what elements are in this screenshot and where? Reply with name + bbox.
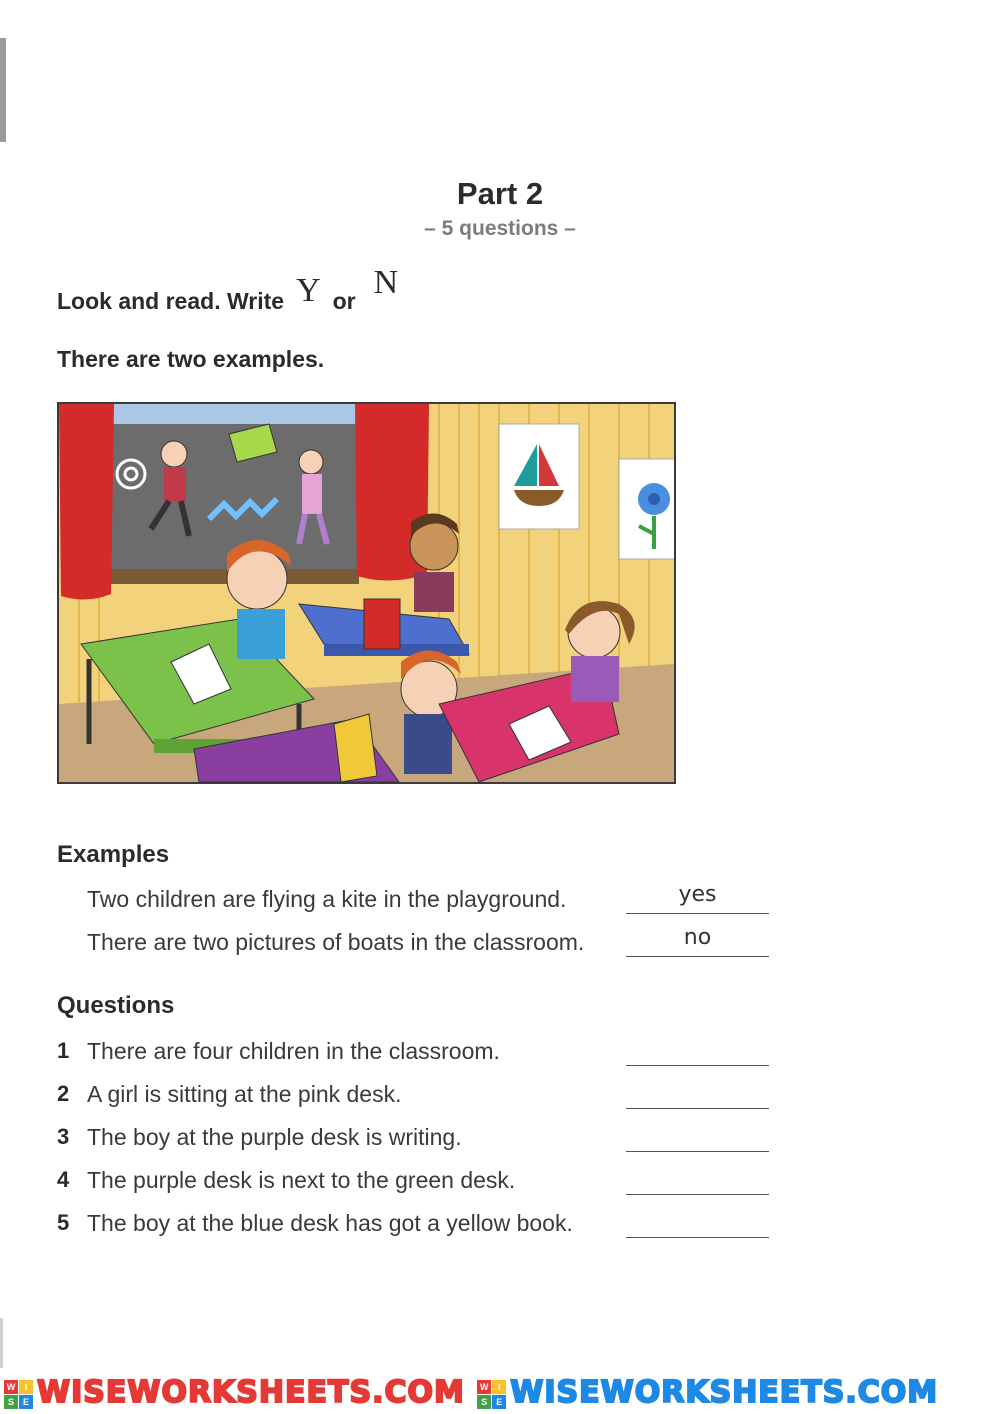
watermark-text: WISEWORKSHEETS.COM: [510, 1375, 939, 1410]
logo-letter: W: [4, 1380, 18, 1394]
answer-blank[interactable]: [626, 1120, 769, 1152]
yellow-book: [334, 714, 377, 782]
letter-yes: Y: [296, 272, 321, 309]
question-number: 1: [57, 1038, 70, 1063]
page-title: Part 2: [456, 176, 544, 211]
example-row: [57, 882, 777, 922]
page-edge-marker: [0, 38, 6, 142]
question-row: [57, 1120, 777, 1160]
letter-no: N: [373, 264, 399, 301]
answer-blank[interactable]: [626, 1034, 769, 1066]
instruction-connector: or: [332, 288, 356, 314]
answer-blank[interactable]: [626, 1206, 769, 1238]
logo-letter: S: [477, 1395, 491, 1409]
example-answer: no: [626, 925, 769, 957]
question-row: [57, 1077, 777, 1117]
logo-letter: W: [477, 1380, 491, 1394]
watermark-footer: [4, 1374, 1000, 1414]
example-text: Two children are flying a kite in the playground.: [87, 886, 567, 912]
page-subtitle: – 5 questions –: [424, 217, 576, 240]
classroom-illustration: [57, 402, 676, 784]
watermark: [4, 1374, 465, 1412]
question-number: 3: [57, 1124, 70, 1149]
answer-blank[interactable]: [626, 1163, 769, 1195]
red-book: [364, 599, 400, 649]
watermark-logo: [4, 1380, 33, 1409]
question-number: 2: [57, 1081, 70, 1106]
curtain-left: [59, 404, 114, 600]
question-number: 5: [57, 1210, 70, 1235]
logo-letter: E: [19, 1395, 33, 1409]
watermark: [477, 1374, 938, 1412]
logo-letter: S: [4, 1395, 18, 1409]
page-edge-marker-bottom: [0, 1318, 3, 1368]
question-text: A girl is sitting at the pink desk.: [87, 1081, 402, 1107]
watermark-logo: [477, 1380, 506, 1409]
example-row: [57, 925, 777, 965]
questions-heading: Questions: [57, 992, 175, 1019]
instruction-line: [57, 264, 410, 318]
question-row: [57, 1034, 777, 1074]
question-row: [57, 1163, 777, 1203]
instruction-prefix: Look and read. Write: [57, 288, 285, 314]
question-text: There are four children in the classroom.: [87, 1038, 500, 1064]
logo-letter: I: [492, 1380, 506, 1394]
example-text: There are two pictures of boats in the classroom.: [87, 929, 585, 955]
instruction-examples-note: There are two examples.: [57, 346, 325, 372]
watermark-text: WISEWORKSHEETS.COM: [37, 1375, 465, 1410]
question-text: The purple desk is next to the green desk.: [87, 1167, 516, 1193]
question-text: The boy at the purple desk is writing.: [87, 1124, 462, 1150]
logo-letter: I: [19, 1380, 33, 1394]
question-number: 4: [57, 1167, 70, 1192]
question-row: [57, 1206, 777, 1246]
examples-heading: Examples: [57, 841, 170, 868]
answer-blank[interactable]: [626, 1077, 769, 1109]
question-text: The boy at the blue desk has got a yellow book.: [87, 1210, 573, 1236]
example-answer: yes: [626, 882, 769, 914]
logo-letter: E: [492, 1395, 506, 1409]
